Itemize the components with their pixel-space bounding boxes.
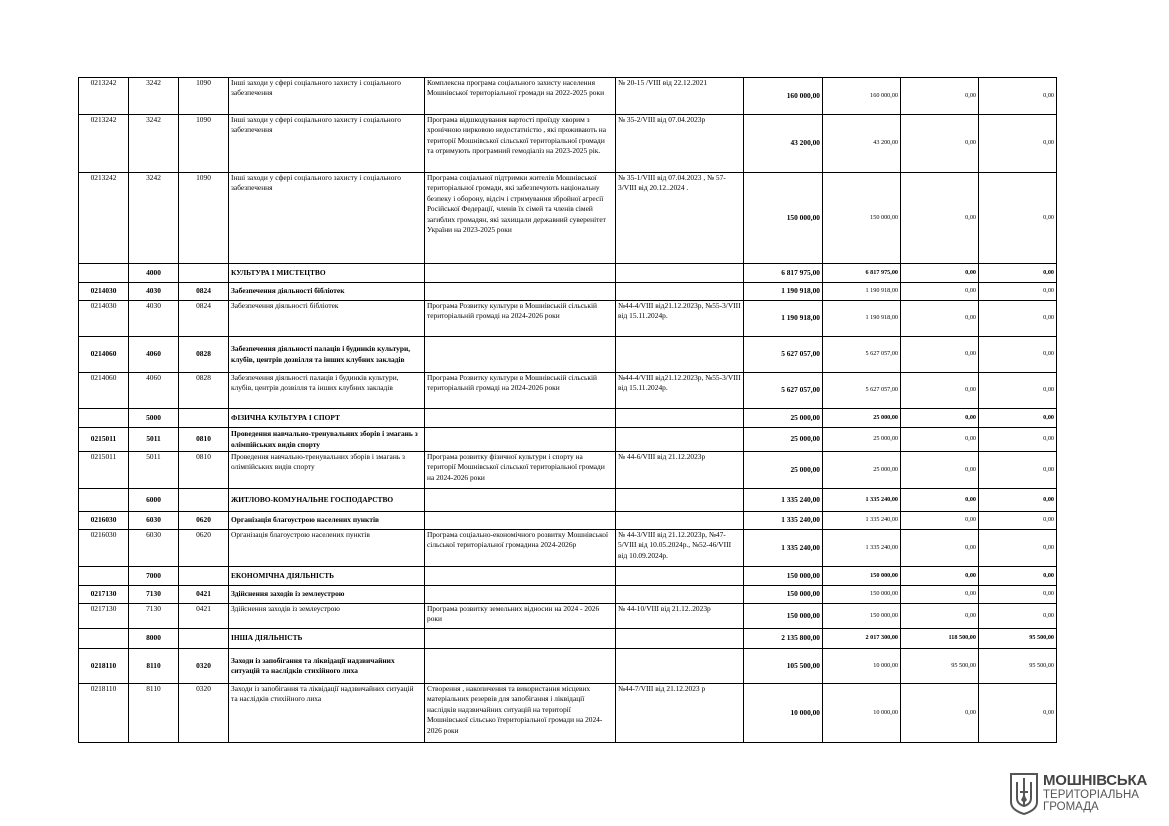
program-name	[425, 629, 616, 649]
decision-ref	[616, 567, 744, 586]
decision-ref: №44-4/VIII від21.12.2023р, №55-3/VIII від 15.11.2024р.	[616, 373, 744, 409]
development-budget: 0,00	[979, 409, 1057, 428]
general-fund: 150 000,00	[823, 586, 901, 604]
tpkvk-code: 8000	[129, 629, 179, 649]
decision-ref: № 44-3/VIII від 21.12.2023р, №47-5/VIII від 10.05.2024р., №52-46/VIII від 10.09.2024р.	[616, 530, 744, 567]
program-name	[425, 567, 616, 586]
decision-ref: № 20-15 /VIII від 22.12.2021	[616, 78, 744, 115]
total-amount: 150 000,00	[744, 586, 823, 604]
total-amount: 150 000,00	[744, 567, 823, 586]
general-fund: 25 000,00	[823, 409, 901, 428]
section-name: ЕКОНОМІЧНА ДІЯЛЬНІСТЬ	[229, 567, 425, 586]
special-fund: 0,00	[901, 409, 979, 428]
measure-name: Заходи із запобігання та ліквідації надзвичайних ситуацій та наслідків стихійного лиха	[229, 684, 425, 743]
fkvk-code	[179, 264, 229, 283]
general-fund: 150 000,00	[823, 567, 901, 586]
development-budget: 0,00	[979, 586, 1057, 604]
section-name: ІНША ДІЯЛЬНІСТЬ	[229, 629, 425, 649]
subsection-row	[79, 512, 1057, 530]
table-row	[79, 301, 1057, 337]
section-name: ФІЗИЧНА КУЛЬТУРА І СПОРТ	[229, 409, 425, 428]
fkvk-code	[179, 489, 229, 512]
program-name	[425, 512, 616, 530]
decision-ref	[616, 264, 744, 283]
decision-ref: №44-4/VIII від21.12.2023р, №55-3/VIII від 15.11.2024р.	[616, 301, 744, 337]
tpkvk-code: 7000	[129, 567, 179, 586]
total-amount: 5 627 057,00	[744, 373, 823, 409]
program-name: Програма розвитку земельних відносин на 2024 - 2026 роки	[425, 604, 616, 629]
decision-ref	[616, 409, 744, 428]
tpkvk-code: 7130	[129, 586, 179, 604]
program-code: 0213242	[79, 115, 129, 173]
development-budget: 0,00	[979, 567, 1057, 586]
general-fund: 5 627 057,00	[823, 337, 901, 373]
special-fund: 0,00	[901, 512, 979, 530]
special-fund: 0,00	[901, 489, 979, 512]
trident-emblem-icon	[1009, 772, 1039, 816]
fkvk-code	[179, 629, 229, 649]
development-budget: 0,00	[979, 264, 1057, 283]
special-fund: 0,00	[901, 452, 979, 489]
measure-name: Здійснення заходів із землеустрою	[229, 604, 425, 629]
special-fund: 0,00	[901, 78, 979, 115]
total-amount: 160 000,00	[744, 78, 823, 115]
general-fund: 160 000,00	[823, 78, 901, 115]
section-name: КУЛЬТУРА І МИСТЕЦТВО	[229, 264, 425, 283]
decision-ref: № 35-2/VIII від 07.04.2023р	[616, 115, 744, 173]
development-budget: 0,00	[979, 428, 1057, 452]
program-name	[425, 489, 616, 512]
program-code: 0217130	[79, 586, 129, 604]
decision-ref: № 35-1/VIII від 07.04.2023 , № 57-3/VIII від 20.12..2024 .	[616, 173, 744, 264]
section-name: ЖИТЛОВО-КОМУНАЛЬНЕ ГОСПОДАРСТВО	[229, 489, 425, 512]
subsection-row	[79, 586, 1057, 604]
general-fund: 6 817 975,00	[823, 264, 901, 283]
tpkvk-code: 4030	[129, 301, 179, 337]
tpkvk-code: 3242	[129, 115, 179, 173]
tpkvk-code: 3242	[129, 173, 179, 264]
subsection-row	[79, 283, 1057, 301]
logo-line-3: ГРОМАДА	[1043, 801, 1099, 813]
special-fund: 0,00	[901, 604, 979, 629]
decision-ref	[616, 586, 744, 604]
total-amount: 25 000,00	[744, 409, 823, 428]
development-budget: 0,00	[979, 373, 1057, 409]
special-fund: 0,00	[901, 173, 979, 264]
special-fund: 0,00	[901, 373, 979, 409]
special-fund: 118 500,00	[901, 629, 979, 649]
general-fund: 1 335 240,00	[823, 512, 901, 530]
tpkvk-code: 8110	[129, 649, 179, 684]
program-code	[79, 264, 129, 283]
table-row	[79, 373, 1057, 409]
program-name	[425, 283, 616, 301]
program-code: 0218110	[79, 649, 129, 684]
decision-ref: №44-7/VIII від 21.12.2023 р	[616, 684, 744, 743]
fkvk-code: 0320	[179, 649, 229, 684]
development-budget: 0,00	[979, 337, 1057, 373]
measure-name: Забезпечення діяльності палаців i будинків культури, клубів, центрів дозвілля та iнших клубних закладів	[229, 337, 425, 373]
program-code: 0217130	[79, 604, 129, 629]
general-fund: 2 017 300,00	[823, 629, 901, 649]
program-code	[79, 489, 129, 512]
special-fund: 0,00	[901, 115, 979, 173]
general-fund: 25 000,00	[823, 428, 901, 452]
subsection-row	[79, 428, 1057, 452]
table-row	[79, 115, 1057, 173]
program-code: 0215011	[79, 452, 129, 489]
fkvk-code: 0810	[179, 452, 229, 489]
total-amount: 1 335 240,00	[744, 530, 823, 567]
program-name: Програма відшкодування вартості проїзду хворим з хронічною нирковою недостатністю , які проживають на території Мошнівської сільської територіальної громади та отримують програмний гемодіаліз на 2023-2025 рік.	[425, 115, 616, 173]
logo-line-1: МОШНІВСЬКА	[1043, 772, 1148, 789]
special-fund: 0,00	[901, 428, 979, 452]
program-name: Програма Розвитку культури в Мошнівській сільській територіальній громаді на 2024-2026 роки	[425, 301, 616, 337]
measure-name: Забезпечення діяльності бібліотек	[229, 283, 425, 301]
total-amount: 1 190 918,00	[744, 283, 823, 301]
measure-name: Забезпечення діяльності бібліотек	[229, 301, 425, 337]
measure-name: Проведення навчально-тренувальних зборів і змагань з олімпійських видів спорту	[229, 452, 425, 489]
fkvk-code: 1090	[179, 115, 229, 173]
tpkvk-code: 6030	[129, 512, 179, 530]
program-code: 0218110	[79, 684, 129, 743]
decision-ref	[616, 428, 744, 452]
total-amount: 150 000,00	[744, 173, 823, 264]
measure-name: Інші заходи у сфері соціального захисту і соціального забезпечення	[229, 173, 425, 264]
program-name: Комплексна програма соціального захисту населення Мошнівської територіальної громади на 2022-2025 роки	[425, 78, 616, 115]
program-name: Програма розвитку фізичної культури і спорту на території Мошнівської сільської територіальної громади на 2024-2026 роки	[425, 452, 616, 489]
subsection-row	[79, 649, 1057, 684]
program-code: 0216030	[79, 530, 129, 567]
total-amount: 25 000,00	[744, 452, 823, 489]
decision-ref	[616, 512, 744, 530]
total-amount: 25 000,00	[744, 428, 823, 452]
general-fund: 43 200,00	[823, 115, 901, 173]
program-name: Програма соціально-економічного розвитку Мошнівської сільської територіальної громадина 2024-2026р	[425, 530, 616, 567]
fkvk-code: 0810	[179, 428, 229, 452]
table-row	[79, 173, 1057, 264]
program-name: Створення , накопичення та використання місцевих матеріальних резервів для запобігання і ліквідації наслідків надзвичайних ситуацій на території Мошнівської сільсько їтериторіальної громади на 2024-2026 роки	[425, 684, 616, 743]
total-amount: 2 135 800,00	[744, 629, 823, 649]
decision-ref	[616, 283, 744, 301]
special-fund: 0,00	[901, 530, 979, 567]
decision-ref: № 44-10/VIII від 21.12..2023р	[616, 604, 744, 629]
special-fund: 0,00	[901, 337, 979, 373]
total-amount: 150 000,00	[744, 604, 823, 629]
section-row	[79, 409, 1057, 428]
tpkvk-code: 7130	[129, 604, 179, 629]
program-name: Програма соціальної підтримки жителів Мошнівської територіальної громади, які забезпечують національну безпеку і оборону, відсіч і стримування збройної агресії Російської Федерації, членів їх сімей та членів сімей загиблих громадян, які захищали державний суверенітет України на 2023-2025 роки	[425, 173, 616, 264]
tpkvk-code: 6030	[129, 530, 179, 567]
tpkvk-code: 8110	[129, 684, 179, 743]
measure-name: Організація благоустрою населених пунктів	[229, 512, 425, 530]
fkvk-code: 0320	[179, 684, 229, 743]
tpkvk-code: 5011	[129, 452, 179, 489]
fkvk-code: 0620	[179, 512, 229, 530]
program-name	[425, 409, 616, 428]
special-fund: 95 500,00	[901, 649, 979, 684]
special-fund: 0,00	[901, 586, 979, 604]
development-budget: 0,00	[979, 604, 1057, 629]
special-fund: 0,00	[901, 684, 979, 743]
program-code: 0213242	[79, 173, 129, 264]
program-name	[425, 337, 616, 373]
fkvk-code: 1090	[179, 78, 229, 115]
fkvk-code: 0828	[179, 373, 229, 409]
fkvk-code	[179, 409, 229, 428]
development-budget: 0,00	[979, 301, 1057, 337]
development-budget: 95 500,00	[979, 629, 1057, 649]
special-fund: 0,00	[901, 283, 979, 301]
measure-name: Проведення навчально-тренувальних зборів і змагань з олімпійських видів спорту	[229, 428, 425, 452]
total-amount: 5 627 057,00	[744, 337, 823, 373]
program-code: 0214060	[79, 373, 129, 409]
program-name	[425, 586, 616, 604]
program-code: 0215011	[79, 428, 129, 452]
development-budget: 0,00	[979, 452, 1057, 489]
development-budget: 0,00	[979, 530, 1057, 567]
table-row	[79, 684, 1057, 743]
section-row	[79, 264, 1057, 283]
general-fund: 1 190 918,00	[823, 283, 901, 301]
general-fund: 10 000,00	[823, 649, 901, 684]
tpkvk-code: 4060	[129, 337, 179, 373]
program-name	[425, 264, 616, 283]
total-amount: 105 500,00	[744, 649, 823, 684]
section-row	[79, 489, 1057, 512]
decision-ref	[616, 629, 744, 649]
measure-name: Заходи із запобігання та ліквідації надзвичайних ситуацій та наслідків стихійного лиха	[229, 649, 425, 684]
development-budget: 0,00	[979, 512, 1057, 530]
measure-name: Забезпечення діяльності палаців i будинків культури, клубів, центрів дозвілля та iнших клубних закладів	[229, 373, 425, 409]
special-fund: 0,00	[901, 301, 979, 337]
general-fund: 10 000,00	[823, 684, 901, 743]
general-fund: 1 335 240,00	[823, 530, 901, 567]
tpkvk-code: 4060	[129, 373, 179, 409]
logo-line-2: ТЕРИТОРІАЛЬНА	[1043, 789, 1139, 801]
tpkvk-code: 4000	[129, 264, 179, 283]
budget-programs-table	[78, 77, 1057, 743]
program-code	[79, 567, 129, 586]
tpkvk-code: 5011	[129, 428, 179, 452]
table-row	[79, 78, 1057, 115]
table-row	[79, 530, 1057, 567]
general-fund: 25 000,00	[823, 452, 901, 489]
fkvk-code: 0824	[179, 283, 229, 301]
total-amount: 1 335 240,00	[744, 489, 823, 512]
table-row	[79, 604, 1057, 629]
development-budget: 0,00	[979, 78, 1057, 115]
fkvk-code	[179, 567, 229, 586]
measure-name: Інші заходи у сфері соціального захисту і соціального забезпечення	[229, 78, 425, 115]
program-code: 0216030	[79, 512, 129, 530]
fkvk-code: 0421	[179, 586, 229, 604]
special-fund: 0,00	[901, 264, 979, 283]
program-name	[425, 428, 616, 452]
development-budget: 95 500,00	[979, 649, 1057, 684]
fkvk-code: 0421	[179, 604, 229, 629]
program-code	[79, 629, 129, 649]
total-amount: 43 200,00	[744, 115, 823, 173]
community-logo	[1009, 772, 1149, 816]
program-code: 0214030	[79, 301, 129, 337]
measure-name: Організація благоустрою населених пунктів	[229, 530, 425, 567]
total-amount: 1 335 240,00	[744, 512, 823, 530]
fkvk-code: 0620	[179, 530, 229, 567]
general-fund: 1 190 918,00	[823, 301, 901, 337]
section-row	[79, 629, 1057, 649]
fkvk-code: 0824	[179, 301, 229, 337]
subsection-row	[79, 337, 1057, 373]
general-fund: 150 000,00	[823, 173, 901, 264]
program-code	[79, 409, 129, 428]
program-code: 0214060	[79, 337, 129, 373]
decision-ref	[616, 649, 744, 684]
measure-name: Інші заходи у сфері соціального захисту і соціального забезпечення	[229, 115, 425, 173]
decision-ref	[616, 337, 744, 373]
development-budget: 0,00	[979, 283, 1057, 301]
program-code: 0214030	[79, 283, 129, 301]
program-code: 0213242	[79, 78, 129, 115]
general-fund: 5 627 057,00	[823, 373, 901, 409]
measure-name: Здійснення заходів із землеустрою	[229, 586, 425, 604]
program-name: Програма Розвитку культури в Мошнівській сільській територіальній громаді на 2024-2026 роки	[425, 373, 616, 409]
general-fund: 150 000,00	[823, 604, 901, 629]
general-fund: 1 335 240,00	[823, 489, 901, 512]
development-budget: 0,00	[979, 489, 1057, 512]
total-amount: 1 190 918,00	[744, 301, 823, 337]
fkvk-code: 0828	[179, 337, 229, 373]
total-amount: 6 817 975,00	[744, 264, 823, 283]
tpkvk-code: 6000	[129, 489, 179, 512]
special-fund: 0,00	[901, 567, 979, 586]
tpkvk-code: 4030	[129, 283, 179, 301]
development-budget: 0,00	[979, 684, 1057, 743]
total-amount: 10 000,00	[744, 684, 823, 743]
decision-ref	[616, 489, 744, 512]
section-row	[79, 567, 1057, 586]
program-name	[425, 649, 616, 684]
decision-ref: № 44-6/VIII від 21.12.2023р	[616, 452, 744, 489]
development-budget: 0,00	[979, 173, 1057, 264]
table-row	[79, 452, 1057, 489]
development-budget: 0,00	[979, 115, 1057, 173]
fkvk-code: 1090	[179, 173, 229, 264]
tpkvk-code: 3242	[129, 78, 179, 115]
tpkvk-code: 5000	[129, 409, 179, 428]
